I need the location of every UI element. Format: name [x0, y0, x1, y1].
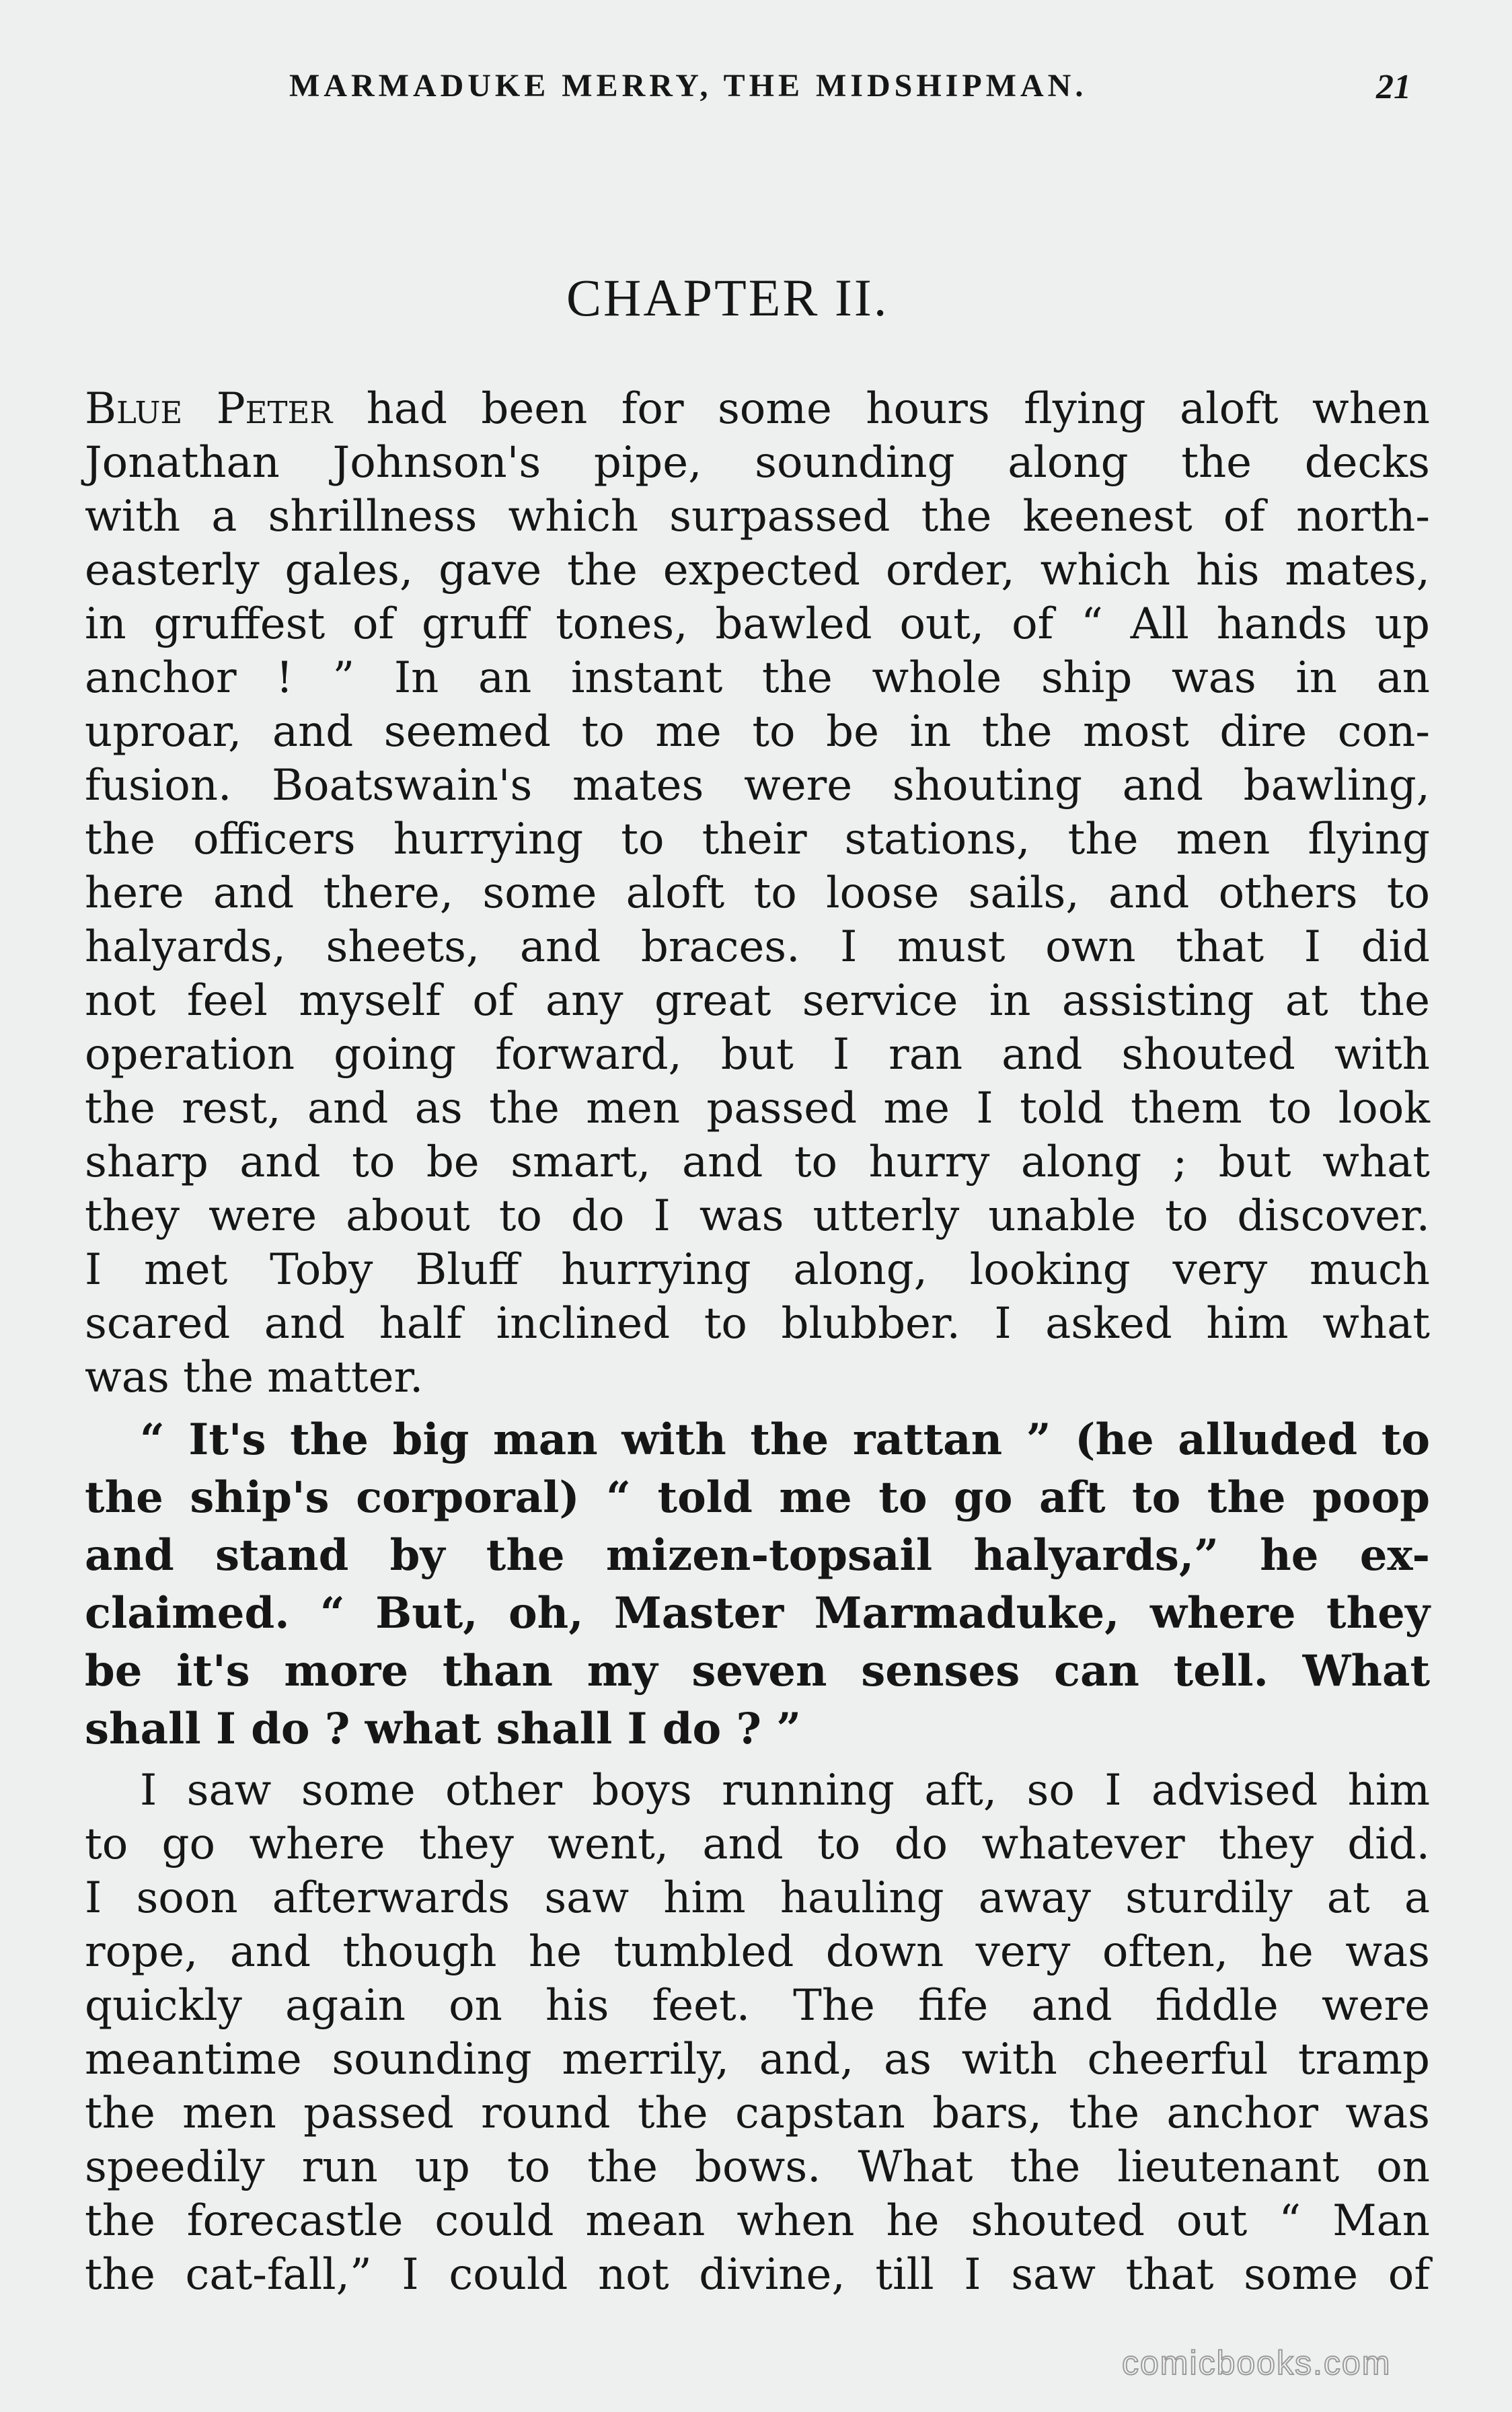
text-line: I soon afterwards saw him hauling away sturdily at a — [85, 1873, 1430, 1923]
text-line: Jonathan Johnson's pipe, sounding along the decks — [85, 438, 1430, 488]
text-line: operation going forward, but I ran and shouted with — [85, 1030, 1430, 1080]
small-caps-lead: Blue Peter — [85, 384, 333, 434]
text-line: not feel myself of any great service in assisting at the — [85, 976, 1430, 1026]
text-line: with a shrillness which surpassed the keenest of north- — [85, 492, 1430, 541]
text-line: fusion. Boatswain's mates were shouting and bawling, — [85, 761, 1430, 811]
text-line: I met Toby Bluff hurrying along, looking very much — [85, 1245, 1430, 1295]
text-line: the officers hurrying to their stations, the men flying — [85, 815, 1430, 864]
text-line: speedily run up to the bows. What the lieutenant on — [85, 2142, 1430, 2192]
paragraph — [85, 382, 1430, 1404]
line-remainder: had been for some hours flying aloft when — [332, 384, 1430, 434]
watermark: comicbooks.com — [1122, 2344, 1392, 2382]
text-body — [85, 382, 1430, 2302]
paragraph — [85, 1411, 1430, 1758]
text-line: here and there, some aloft to loose sails, and others to — [85, 868, 1430, 918]
running-head: MARMADUKE MERRY, THE MIDSHIPMAN. — [289, 68, 1088, 104]
text-line: meantime sounding merrily, and, as with cheerful tramp — [85, 2035, 1430, 2084]
text-line: quickly again on his feet. The fife and fiddle were — [85, 1981, 1430, 2031]
text-line: the ship's corporal) “ told me to go aft to the poop — [85, 1472, 1430, 1523]
text-line — [85, 382, 1430, 436]
text-line: shall I do ? what shall I do ? ” — [85, 1704, 802, 1754]
text-line: the men passed round the capstan bars, the anchor was — [85, 2088, 1430, 2138]
text-line: rope, and though he tumbled down very often, he was — [85, 1927, 1430, 1977]
text-line: in gruffest of gruff tones, bawled out, of “ All hands up — [85, 599, 1430, 649]
text-line: easterly gales, gave the expected order, which his mates, — [85, 545, 1430, 595]
text-line: sharp and to be smart, and to hurry along ; but what — [85, 1137, 1430, 1187]
text-line: be it's more than my seven senses can tell. What — [85, 1646, 1430, 1696]
paragraph — [85, 1764, 1430, 2302]
page-number: 21 — [1376, 68, 1411, 106]
text-line: claimed. “ But, oh, Master Marmaduke, where they — [85, 1588, 1430, 1638]
text-line: uproar, and seemed to me to be in the most dire con- — [85, 707, 1430, 757]
text-line: “ It's the big man with the rattan ” (he alluded to — [140, 1415, 1430, 1465]
text-line: was the matter. — [85, 1353, 424, 1402]
text-line: they were about to do I was utterly unable to discover. — [85, 1191, 1430, 1241]
text-line: halyards, sheets, and braces. I must own that I did — [85, 922, 1430, 972]
text-line: and stand by the mizen-topsail halyards,” he ex- — [85, 1530, 1430, 1581]
text-line: scared and half inclined to blubber. I asked him what — [85, 1299, 1430, 1349]
text-line: anchor ! ” In an instant the whole ship was in an — [85, 653, 1430, 703]
text-line: to go where they went, and to do whatever they did. — [85, 1819, 1430, 1869]
text-line: the forecastle could mean when he shouted out “ Man — [85, 2196, 1430, 2246]
text-line: the rest, and as the men passed me I told them to look — [85, 1084, 1430, 1133]
chapter-title: CHAPTER II. — [566, 268, 889, 327]
text-line: the cat-fall,” I could not divine, till I saw that some of — [85, 2250, 1430, 2300]
text-line: I saw some other boys running aft, so I advised him — [140, 1766, 1430, 1815]
